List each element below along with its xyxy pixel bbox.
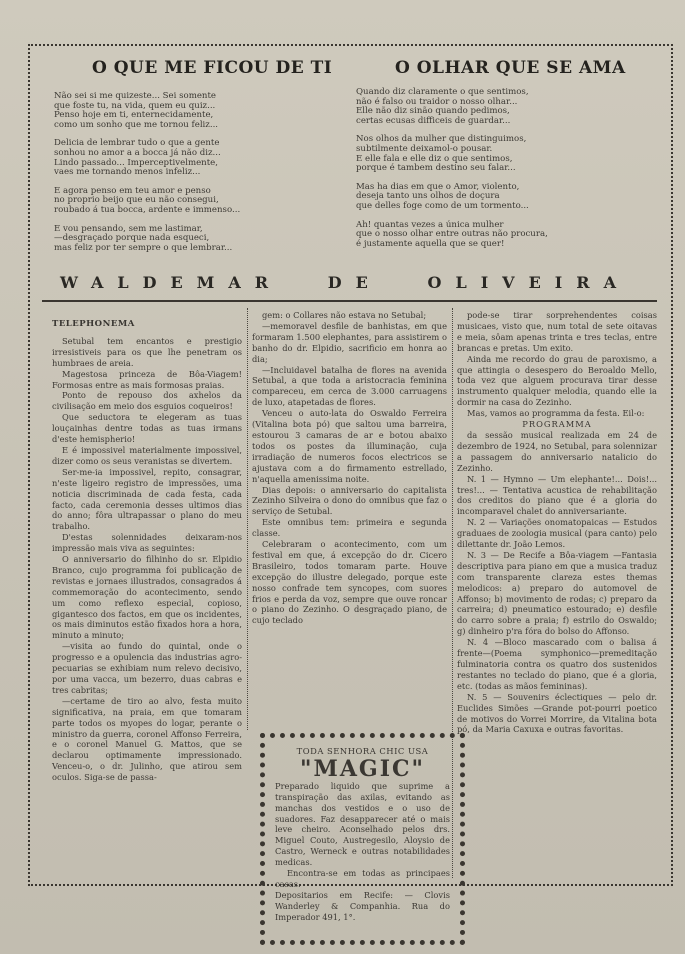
poem-left-body	[54, 92, 304, 262]
article-paragraph: Ainda me recordo do grau de paroxismo, a que attingia o desespero do Beroaldo Mello, toda vez que alguem procurava tirar desse instrumento qualquer melodia, quando elle ia dormir na casa do Zezinho.	[457, 353, 657, 408]
poem-stanza	[54, 92, 304, 130]
column-divider-left	[247, 308, 248, 730]
article-paragraph: Dias depois: o anniversario do capitalista Zezinho Silveira o dono do omnibus que faz o serviço de Setubal.	[252, 484, 447, 517]
ad-tagline: TODA SENHORA CHIC USA	[296, 746, 429, 756]
poem-line: como um sonho que me tornou feliz...	[54, 119, 219, 130]
poem-line: —desgraçado porque nada esqueci,	[54, 233, 210, 244]
poem-line: que o nosso olhar entre outras não procura,	[356, 229, 548, 240]
article-paragraph: Que seductora te elegeram as tuas louçainhas dentre todas as tuas irmans d'este hemispherio!	[52, 412, 242, 445]
article-paragraph: N. 3 — De Recife a Bôa-viagem —Fantasia descriptiva para piano em que a musica traduz com transparente clareza estes themas melodicos: a) preparo do automovel de Affonso; b) movimento de rodas; c) preparo da carreira; d) pneumatico estourado; e) desfile do carro sobre a praia; f) estrilo do Oswaldo; g) dinheiro p'ra fóra do bolso do Affonso.	[457, 549, 657, 637]
poem-line: Penso hoje em ti, enternecidamente,	[54, 110, 214, 121]
article-paragraph: D'estas solennidades deixaram-nos impressão mais viva as seguintes:	[52, 532, 242, 554]
poem-line: Ah! quantas vezes a única mulher	[356, 219, 504, 230]
article-paragraph: —certame de tiro ao alvo, festa muito significativa, na praia, em que tomaram parte todos os myopes do logar, perante o ministro da guerra, coronel Affonso Ferreira, e o coronel Manuel G. Mattos, que se declarou optimamente impressionado. Venceu-o, o dr. Julinho, que atirou sem oculos. Siga-se de passa-	[52, 695, 242, 783]
author-particle: DE	[327, 273, 382, 292]
article-paragraph: Este omnibus tem: primeira e segunda classe.	[252, 517, 447, 539]
article-paragraph: N. 4 —Bloco mascarado com o balisa á frente—(Poema symphonico—premeditação fulminatoria contra os quatro dos sustenidos restantes no teclado do piano, que é a gloria, etc. (todas as mãos femininas).	[457, 637, 657, 691]
poem-line: vaes me tornando menos infeliz...	[54, 167, 201, 178]
poem-line: E vou pensando, sem me lastimar,	[54, 223, 203, 234]
article-paragraph: Setubal tem encantos e prestigio irresistiveis para os que lhe penetram os humbraes de areia.	[52, 335, 242, 368]
poem-line: é justamente aquella que se quer!	[356, 238, 505, 249]
poem-line: Elle não diz sinão quando pedimos,	[356, 106, 510, 117]
article-paragraph: N. 5 — Souvenirs éclectiques — pelo dr. Euclides Simões —Grande pot-pourri poetico de motivos do Vorrei Morrire, da Vitalina bota pó, da Maria Caxuxa e outras favoritas.	[457, 691, 657, 735]
article-paragraph: Mas, vamos ao programma da festa. Eil-o:	[467, 408, 645, 419]
poem-line: Delicia de lembrar tudo o que a gente	[54, 138, 220, 149]
article-column-1	[52, 319, 242, 783]
article-paragraph: —visita ao fundo do quintal, onde o progresso e a opulencia das industrias agro-pecuarias se exhibiam num relevo decisivo, por uma vacca, um bezerro, duas cabras e tres cabritas;	[52, 641, 242, 695]
article-paragraph: pode-se tirar sorprehendentes coisas musicaes, visto que, num total de sete oitavas e meia, sôam apenas trinta e tres teclas, entre brancas e pretas. Um exito.	[457, 310, 657, 353]
poem-right-title: O OLHAR QUE SE AMA	[395, 58, 626, 78]
ad-paragraph: Encontra-se em todas as principaes casas.	[275, 868, 450, 889]
poem-stanza	[54, 139, 304, 177]
author-first-name: WALDEMAR	[60, 273, 283, 292]
article-paragraph: da sessão musical realizada em 24 de dezembro de 1924, no Setubal, para solennizar a passagem do anniversario natalicio do Zezinho.	[457, 429, 657, 473]
article-paragraph: —Incluidavel batalha de flores na avenida Setubal, a que toda a aristocracia feminina compareceu, em cerca de 3.000 carruagens de luxo, atapetadas de flores.	[252, 364, 447, 408]
ad-brand-name: "MAGIC"	[300, 755, 425, 782]
article-column-2	[252, 310, 447, 626]
poem-line: que foste tu, na vida, quem eu quiz...	[54, 100, 216, 111]
poem-line: roubado á tua bocca, ardente e immenso...	[54, 204, 241, 215]
poem-line: no proprio beijo que eu não consegui,	[54, 195, 219, 206]
poem-line: subtilmente deixamol-o pousar.	[356, 143, 493, 154]
poem-stanza	[356, 88, 606, 126]
magic-advertisement	[260, 733, 465, 945]
article-column-3	[457, 310, 657, 735]
poem-stanza	[356, 183, 606, 212]
poem-line: Quando diz claramente o que sentimos,	[356, 87, 529, 97]
article-paragraph: —memoravel desfile de banhistas, em que formaram 1.500 elephantes, para assistirem o banho do dr. Elpidio, sacrificio em honra ao dia;	[252, 320, 447, 364]
poem-line: Lindo passado... Imperceptivelmente,	[54, 157, 218, 168]
article-paragraph: Celebraram o acontecimento, com um festival em que, á excepção do dr. Cicero Brasileiro, todos tomaram parte. Houve excepção do illustre delegado, porque este nosso confrade tem syncopes, com suores frios e perda da voz, sempre que ouve roncar o piano do Zezinho. O desgraçado piano, de cujo teclado	[252, 539, 447, 626]
poem-stanza	[356, 135, 606, 173]
poem-right-body	[356, 88, 606, 258]
poem-stanza	[356, 221, 606, 250]
poem-line: Nos olhos da mulher que distinguimos,	[356, 134, 527, 145]
poem-line: porque é tambem destino seu falar...	[356, 163, 516, 174]
author-signature	[60, 273, 630, 292]
article-heading: TELEPHONEMA	[52, 319, 135, 329]
poem-line: mas feliz por ter sempre o que lembrar...	[54, 242, 233, 253]
poem-line: Mas ha dias em que o Amor, violento,	[356, 181, 520, 192]
ad-paragraph: Preparado liquido que suprime a transpiração das axilas, evitando as manchas dos vestidos e o uso de suadores. Faz desapparecer até o mais leve cheiro. Aconselhado pelos drs. Miguel Couto, Austregesilo, Aloysio de Castro, Werneck e outras notabilidades medicas.	[275, 780, 450, 868]
article-paragraph: Ser-me-ia impossivel, repito, consagrar, n'este ligeiro registro de impressões, uma noticia discriminada de cada festa, cada facto, cada ceremonia desses ultimos dias do anno; fôra ultrapassar o plano do meu trabalho.	[52, 466, 242, 532]
section-divider	[42, 300, 657, 302]
author-last-name: OLIVEIRA	[427, 273, 630, 292]
poem-line: que delles foge como de um tormento...	[356, 200, 529, 211]
poem-line: deseja tanto uns olhos de doçura	[356, 191, 500, 202]
poem-stanza	[54, 225, 304, 254]
article-paragraph: Magestosa princeza de Bôa-Viagem! Formosas entre as mais formosas praias.	[52, 368, 242, 390]
article-paragraph: Ponto de repouso dos axhelos da civilisação em meio dos esguios coqueiros!	[52, 390, 242, 412]
article-paragraph: gem: o Collares não estava no Setubal;	[262, 310, 427, 320]
article-paragraph: Venceu o auto-lata do Oswaldo Ferreira (Vitalina bota pó) que saltou uma barreira, estourou 3 camaras de ar e botou abaixo todos os postes da illuminação, cuja irradiação de numeros focos electricos se ajustava com a do firmamento estrellado, n'aquella amenissima noite.	[252, 408, 447, 484]
article-paragraph: O anniversario do filhinho do sr. Elpidio Branco, cujo programma foi publicação de revistas e jornaes illustrados, consagrados á commemoração do acontecimento, sendo um como reflexo especial, copioso, gigantesco dos factos, em que os incidentes, os mais diminutos estão fixados hora a hora, minuto a minuto;	[52, 554, 242, 641]
program-title: PROGRAMMA	[522, 419, 592, 430]
poem-line: não é falso ou traidor o nosso olhar...	[356, 96, 518, 107]
poem-line: Não sei si me quizeste... Sei somente	[54, 91, 217, 101]
poem-line: E agora penso em teu amor e penso	[54, 185, 211, 196]
poem-line: E elle fala e elle diz o que sentimos,	[356, 153, 513, 164]
ad-paragraph: Depositarios em Recife: — Clovis Wanderley & Companhia. Rua do Imperador 491, 1°.	[275, 889, 450, 922]
article-paragraph: N. 2 — Variações onomatopaicas — Estudos graduaes de zoologia musical (para canto) pelo dilettante dr. João Lemos.	[457, 517, 657, 550]
poem-stanza	[54, 187, 304, 216]
poem-line: certas ecusas difficeis de guardar...	[356, 115, 511, 126]
article-paragraph: E é impossivel materialmente impossivel, dizer como os seus veranistas se divertem.	[52, 444, 242, 466]
poem-left-title: O QUE ME FICOU DE TI	[92, 58, 333, 78]
article-paragraph: N. 1 — Hymno — Um elephante!... Dois!... tres!... — Tentativa acustica de rehabilitação dos creditos do piano que é a gloria do incomparavel chalet do anniversariante.	[457, 473, 657, 517]
ad-body	[275, 781, 450, 923]
poem-line: sonhou no amor a a bocca já não diz...	[54, 147, 221, 158]
